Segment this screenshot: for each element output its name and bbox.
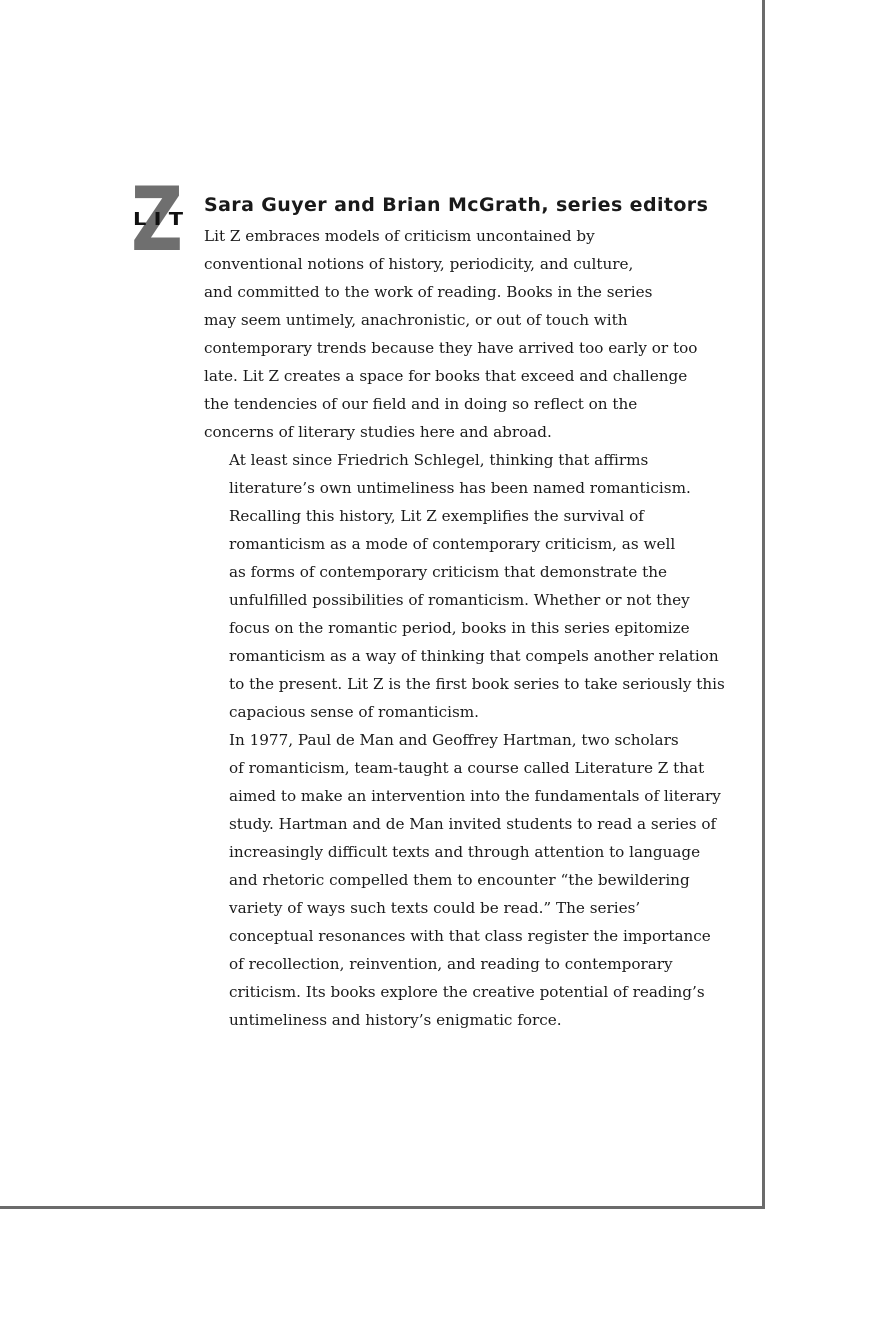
text-line: conventional notions of history, periodicity, and culture, <box>204 255 634 273</box>
text-line: and committed to the work of reading. Books in the series <box>204 283 653 301</box>
text-line: unfulfilled possibilities of romanticism. Whether or not they <box>229 591 690 609</box>
text-line: aimed to make an intervention into the fundamentals of literary <box>229 787 721 805</box>
text-line: late. Lit Z creates a space for books that exceed and challenge <box>204 367 688 385</box>
text-line: At least since Friedrich Schlegel, thinking that affirms <box>229 451 649 469</box>
text-line: and rhetoric compelled them to encounter “the bewildering <box>229 871 690 889</box>
series-description <box>204 188 725 1034</box>
text-line: contemporary trends because they have arrived too early or too <box>204 339 698 357</box>
text-line: of romanticism, team-taught a course called Literature Z that <box>229 759 705 777</box>
logo-small-letters: L I T <box>133 209 184 230</box>
text-line: untimeliness and history’s enigmatic force. <box>229 1011 562 1029</box>
text-line: as forms of contemporary criticism that demonstrate the <box>229 563 667 581</box>
text-line: Recalling this history, Lit Z exemplifies the survival of <box>229 507 644 525</box>
text-line: literature’s own untimeliness has been named romanticism. <box>229 479 691 497</box>
text-line: may seem untimely, anachronistic, or out of touch with <box>204 311 628 329</box>
text-line: conceptual resonances with that class register the importance <box>229 927 711 945</box>
text-line: study. Hartman and de Man invited students to read a series of <box>229 815 717 833</box>
text-line: In 1977, Paul de Man and Geoffrey Hartman, two scholars <box>229 731 679 749</box>
text-line: criticism. Its books explore the creative potential of reading’s <box>229 983 705 1001</box>
text-line: capacious sense of romanticism. <box>229 703 480 721</box>
text-line: of recollection, reinvention, and reading to contemporary <box>229 955 673 973</box>
text-line: increasingly difficult texts and through attention to language <box>229 843 701 861</box>
paragraph-1 <box>204 222 704 446</box>
text-line: Lit Z embraces models of criticism uncontained by <box>204 227 595 245</box>
text-line: focus on the romantic period, books in this series epitomize <box>229 619 690 637</box>
paragraph-3 <box>204 726 721 1034</box>
text-line: variety of ways such texts could be read.” The series’ <box>229 899 641 917</box>
text-line: concerns of literary studies here and abroad. <box>204 423 552 441</box>
text-line: the tendencies of our field and in doing so reflect on the <box>204 395 638 413</box>
series-editors-heading: Sara Guyer and Brian McGrath, series editors <box>204 194 709 216</box>
text-line: romanticism as a way of thinking that compels another relation <box>229 647 719 665</box>
lit-z-logo <box>131 184 187 254</box>
text-line: to the present. Lit Z is the first book series to take seriously this <box>229 675 725 693</box>
text-line: romanticism as a mode of contemporary criticism, as well <box>229 535 676 553</box>
paragraph-2 <box>204 446 725 726</box>
logo-big-letter: Z <box>131 184 183 254</box>
